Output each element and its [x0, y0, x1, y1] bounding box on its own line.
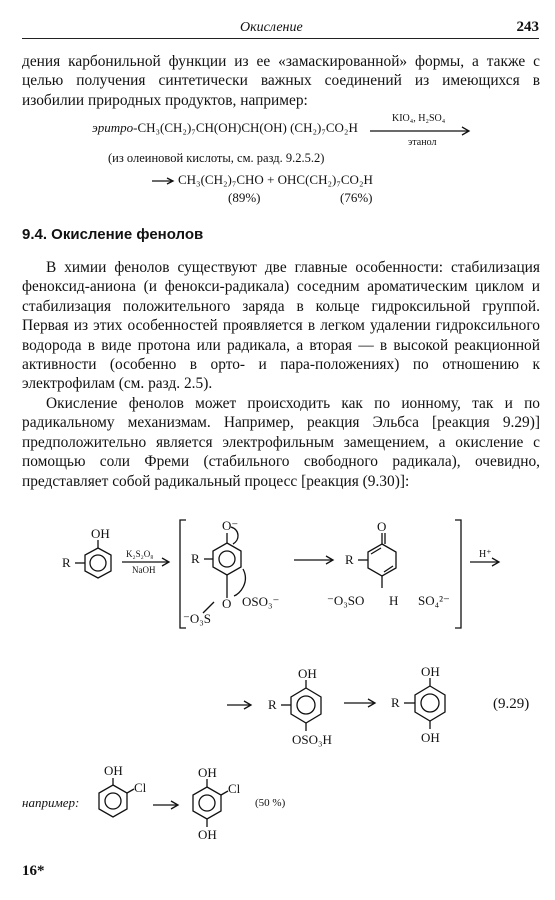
benzene-ring-4 [291, 688, 321, 723]
cl-bond-7 [221, 791, 228, 795]
label-oh-4: OH [298, 666, 317, 681]
label-so4: SO₄²⁻ [418, 593, 450, 608]
label-cl-7: Cl [228, 781, 241, 796]
aromatic-circle-2 [219, 551, 235, 567]
label-o-peroxy: O [222, 596, 232, 611]
label-k2s2o8: K₂S₂O₈ [126, 549, 154, 559]
label-oso3-minus: OSO₃⁻ [242, 594, 280, 609]
label-r-4: R [268, 697, 277, 712]
label-oh-7b: OH [198, 827, 217, 842]
running-header-title: Окисление [240, 20, 303, 35]
label-r-1: R [62, 555, 71, 570]
paragraph-top: дения карбонильной функции из ее «замаскированной» формы, а также с целью получения синтетически важных соединений из имеющихся в изобилии природных продуктов, например: [22, 53, 540, 109]
benzene-ring-5 [415, 686, 445, 721]
page-number: 243 [516, 19, 539, 35]
aromatic-circle-7 [199, 795, 215, 811]
hydroquinone-ring [193, 787, 221, 819]
aromatic-circle-5 [421, 694, 439, 712]
section-title: 9.4. Окисление фенолов [22, 226, 204, 243]
yield-1: (89%) [228, 190, 261, 205]
cl-bond-6 [127, 789, 134, 793]
label-naoh: NaOH [132, 565, 156, 575]
label-oh-5b: OH [421, 730, 440, 745]
bracket-right [455, 520, 461, 628]
yield-2: (76%) [340, 190, 373, 205]
equation-products: CH₃(CH₂)₇CHO + OHC(CH₂)₇CO₂H [178, 172, 373, 187]
label-r-2: R [191, 551, 200, 566]
benzene-ring-1 [85, 548, 111, 578]
label-o-carbonyl: O [377, 519, 387, 534]
reagent-top: KIO₄, H₂SO₄ [392, 113, 446, 124]
example-label: например: [22, 795, 80, 810]
aromatic-circle-6 [105, 793, 121, 809]
paragraph-1: В химии фенолов существуют две главные особенности: стабилизация феноксид-аниона (и фенокси-радикала) соседним ароматическим циклом и стабилизация положительного заряда в кольце гидроксильной группой. Первая из этих особенностей проявляется в легком удалении гидроксильного водорода в виде протона или радикала, а вторая — в высокой реакционной активности (особенно в орто- и пара-положениях) по отношению к электрофилам (см. разд. 2.5). [22, 259, 540, 393]
signature-mark: 16* [22, 863, 45, 879]
aromatic-circle-1 [90, 555, 106, 571]
label-oh-5a: OH [421, 664, 440, 679]
reagent-bottom: этанол [408, 137, 437, 148]
label-oh-6: OH [104, 763, 123, 778]
label-r-5: R [391, 695, 400, 710]
label-oso3h: OSO₃H [292, 732, 332, 747]
label-o3s-minus: ⁻O₃S [183, 611, 212, 626]
label-r-3: R [345, 552, 354, 567]
equation-number: (9.29) [493, 696, 530, 712]
erythro-prefix: эритро [92, 120, 134, 135]
label-cl-6: Cl [134, 780, 147, 795]
label-yield-50: (50 %) [255, 797, 286, 809]
reactant-formula: -CH₃(CH₂)₇CH(OH)CH(OH) (CH₂)₇CO₂H [133, 120, 358, 135]
label-o3so-minus: ⁻O₃SO [327, 593, 365, 608]
aromatic-circle-4 [297, 696, 315, 714]
label-oh-1: OH [91, 526, 110, 541]
dienone-ring [368, 544, 396, 576]
chlorophenol-ring [99, 785, 127, 817]
label-h: H [389, 593, 399, 608]
label-h-plus: H⁺ [479, 549, 492, 560]
benzene-ring-2 [213, 543, 241, 575]
label-oh-7a: OH [198, 765, 217, 780]
label-o-minus: O⁻ [222, 518, 239, 533]
paragraph-2: Окисление фенолов может происходить как по ионному, так и по радикальному механизмам. Например, реакция Эльбса [реакция 9.29)] предположительно является электрофильным замещением, а окисление с помощью соли Фреми (стабильного свободного радикала), очевидно, представляет собой радикальный процесс [реакция (9.30)]: [22, 395, 540, 490]
curved-arrow-2 [234, 569, 245, 596]
equation-note: (из олеиновой кислоты, см. разд. 9.2.5.2) [108, 151, 325, 165]
